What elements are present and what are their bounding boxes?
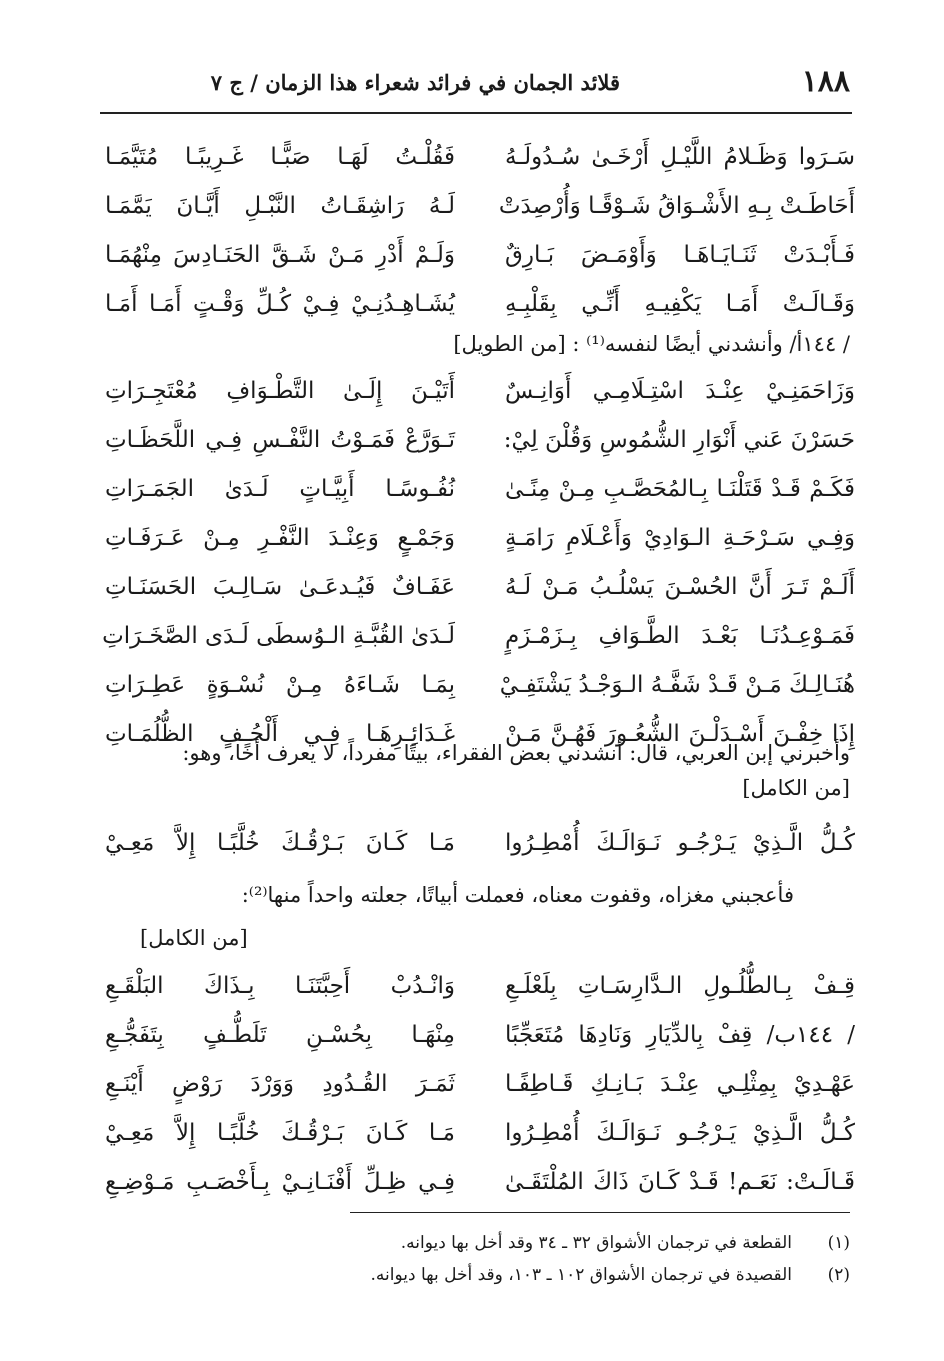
first-hemistich: حَسَرْنَ عَني أَنْوَارِ الشُّمُوسِ وَقُلْنَ لِيْ:	[503, 427, 855, 453]
verse	[102, 616, 855, 665]
first-hemistich: كُـلُّ الَّـذِيْ يَـرْجُـو نَـوَالَـكَ أُمْطِـرُوا	[505, 1120, 855, 1146]
first-hemistich: هُنَـالِـكَ مَـنْ قَـدْ شَفَّـهُ الـوَجْـدُ يَشْتَفِـيْ	[499, 672, 855, 698]
meter-label: [من الكامل]	[140, 926, 248, 950]
meter-label: [من الكامل]	[742, 776, 850, 800]
page-header	[105, 62, 850, 106]
prose-paragraph-3: وأخبرني إبن العربي، قال: أنشدني بعض الفقراء، بيتًا مفرداً، لا يعرف أخًا، وهو:	[182, 741, 850, 765]
second-hemistich: لَـدَىٰ القُبَّـةِ الـوُسطَى لَـدَى الصَّخَـرَاتِ	[102, 623, 455, 649]
second-hemistich: ثَمَـرَ القُـدُودِ وَوَرْدَ رَوْضٍ أَيْنَـعِ	[105, 1071, 455, 1097]
footnote-2	[200, 1265, 850, 1295]
footnote-text: القصيدة في ترجمان الأشواق ١٠٢ ـ ١٠٣، وقد أخل بها ديوانه.	[370, 1265, 792, 1285]
single-verse	[105, 823, 855, 872]
second-hemistich: مِنْهَـا بِحُسْـنِ تَلَطُّـفٍ بِتَفَجُّـعِ	[105, 1022, 455, 1048]
verse	[105, 1064, 855, 1113]
header-rule	[100, 112, 852, 114]
verse	[105, 567, 855, 616]
second-hemistich: وَلَـمْ أَدْرِ مَـنْ شَـقَّ الحَنَـادِسَ مِنْهُمَـا	[105, 242, 455, 268]
poem-2	[102, 371, 855, 763]
poem-4	[105, 966, 855, 1211]
second-hemistich: يُشَـاهِـدُنِـيْ فِـيْ كُـلِّ وَقْـتٍ أَمَـا أَمَـا	[105, 291, 455, 317]
first-hemistich: فَمَـوْعِـدُنَـا بَعْـدَ الطَّـوَافِ بِـزَمْـزَمٍ	[505, 623, 855, 649]
verse	[105, 186, 855, 235]
second-hemistich: لَـهُ رَاشِقَـاتُ النَّبْـلِ أَيَّـانَ يَمَّمَـا	[105, 193, 455, 219]
poem-1	[105, 137, 855, 333]
verse	[105, 966, 855, 1015]
verse	[105, 518, 855, 567]
verse	[105, 1113, 855, 1162]
verse	[105, 235, 855, 284]
first-hemistich: فَكَـمْ قَـدْ قَتَلْنَـا بِـالمُحَصَّـبِ مِـنْ مِنًـىٰ	[505, 476, 855, 502]
verse	[105, 137, 855, 186]
first-hemistich: فَـأَبْـدَتْ ثَنَـايَـاهَـا وَأَوْمَـضَ بَـارِقٌ	[505, 242, 855, 268]
verse	[105, 469, 855, 518]
second-hemistich: بِمَـا شَـاءَهُ مِـنْ نُسْـوَةٍ عَطِـرَاتِ	[105, 672, 455, 698]
second-hemistich: أَتَيْـنَ إِلَـىٰ التَّطْـوَافِ مُعْتَجِـرَاتِ	[105, 378, 455, 404]
page-number: ١٨٨	[801, 64, 850, 99]
second-hemistich: وَانْـدُبْ أَحِبَّتَنَـا بِـذَاكَ البَلْقَـعِ	[105, 973, 455, 999]
verse	[105, 420, 855, 469]
first-hemistich: قِـفْ بِـالطُّلُـولِ الـدَّارِسَـاتِ بِلَعْلَـعِ	[505, 973, 855, 999]
verse	[105, 665, 855, 714]
first-hemistich: أَحَاطَـتْ بِـهِ الأَشْـوَاقُ شَـوْقًـا وَأُرْصِدَتْ	[498, 193, 855, 219]
footnote-rule	[350, 1212, 850, 1213]
first-hemistich: قَـالَـتْ: نَعَـم! قَـدْ كَـانَ ذَاكَ المُلْتَقَـىٰ	[505, 1169, 855, 1195]
second-hemistich: عَفَـافٌ فَيُـدعَـىٰ سَـالِـبَ الحَسَنَـاتِ	[105, 574, 455, 600]
verse	[105, 1162, 855, 1211]
first-hemistich: عَهْـدِيْ بِمِثْلِـي عِنْـدَ بَـانِـكِ قَـاطِفًـا	[505, 1071, 855, 1097]
first-hemistich: وَفِـي سَـرْحَـةِ الـوَادِيْ وَأَعْـلَامِ رَامَـةٍ	[505, 525, 855, 551]
verse	[105, 823, 855, 872]
first-hemistich: سَـرَوا وَظَـلامُ اللَّيْـلِ أَرْخَـىٰ سُـدُولَـهُ	[505, 144, 855, 170]
second-hemistich: تَـوَرَّعْ فَمَـوْتُ النَّفْـسِ فِـي اللَّحَظَـاتِ	[105, 427, 455, 453]
first-hemistich: أَلَـمْ تَـرَ أَنَّ الحُسْـنَ يَسْلُـبُ مَـنْ لَـهُ	[505, 574, 855, 600]
intro-line-2: / ١٤٤أ/ وأنشدني أيضًا لنفسه⁽¹⁾ : [من الطويل]	[453, 332, 850, 356]
footnote-number: (٢)	[827, 1265, 850, 1285]
verse	[105, 1015, 855, 1064]
second-hemistich: غَـدَائِـرِهَـا فِـي أَلْحُـفٍ الظُّلُمَـاتِ	[105, 721, 455, 747]
second-hemistich: فِـي ظِـلِّ أَفْنَـانِـيْ بِـأَخْصَـبِ مَـوْضِـعِ	[105, 1169, 455, 1195]
footnote-number: (١)	[827, 1233, 850, 1253]
footnote-text: القطعة في ترجمان الأشواق ٣٢ ـ ٣٤ وقد أخل بها ديوانه.	[400, 1233, 792, 1253]
footnote-1	[200, 1233, 850, 1263]
second-hemistich: فَقُلْـتُ لَهَـا صَبًّـا غَـرِيبًـا مُتَيَّمَـا	[105, 144, 455, 170]
second-hemistich: مَـا كَـانَ بَـرْقُـكَ خُلَّبًـا إِلاَّ مَعِـيْ	[105, 1120, 455, 1146]
first-hemistich: وَزَاحَمَنِـيْ عِنْـدَ اسْتِـلَامِـي أَوَانِـسٌ	[505, 378, 855, 404]
second-hemistich: مَـا كَـانَ بَـرْقُـكَ خُلَّبًـا إِلاَّ مَعِـيْ	[105, 830, 455, 856]
first-hemistich: إِذَا خِفْـنَ أَسْـدَلْـنَ الشُّعُـورَ فَهُـنَّ مَـنْ	[505, 721, 855, 747]
second-hemistich: وَجَمْـعٍ وَعِنْـدَ النَّفْـرِ مِـنْ عَـرَفَـاتِ	[105, 525, 455, 551]
prose-paragraph-4: فأعجبني مغزاه، وقفوت معناه، فعملت أبياتًا، جعلته واحداً منها⁽²⁾:	[241, 883, 794, 907]
first-hemistich: وَقَـالَـتْ أَمَـا يَكْفِيـهِ أَنِّـي بِقَلْبِـهِ	[505, 291, 855, 317]
second-hemistich: نُفُـوسًـا أَبِيَّـاتٍ لَـدَىٰ الجَمَـرَاتِ	[105, 476, 455, 502]
first-hemistich: / ١٤٤ب/ قِفْ بِالدِّيَارِ وَنَادِهَا مُتَعَجِّبًا	[505, 1022, 855, 1048]
first-hemistich: كُـلُّ الَّـذِيْ يَـرْجُـو نَـوَالَـكَ أُمْطِـرُوا	[505, 830, 855, 856]
verse	[105, 371, 855, 420]
running-title: قلائد الجمان في فرائد شعراء هذا الزمان / ج ٧	[210, 70, 620, 95]
